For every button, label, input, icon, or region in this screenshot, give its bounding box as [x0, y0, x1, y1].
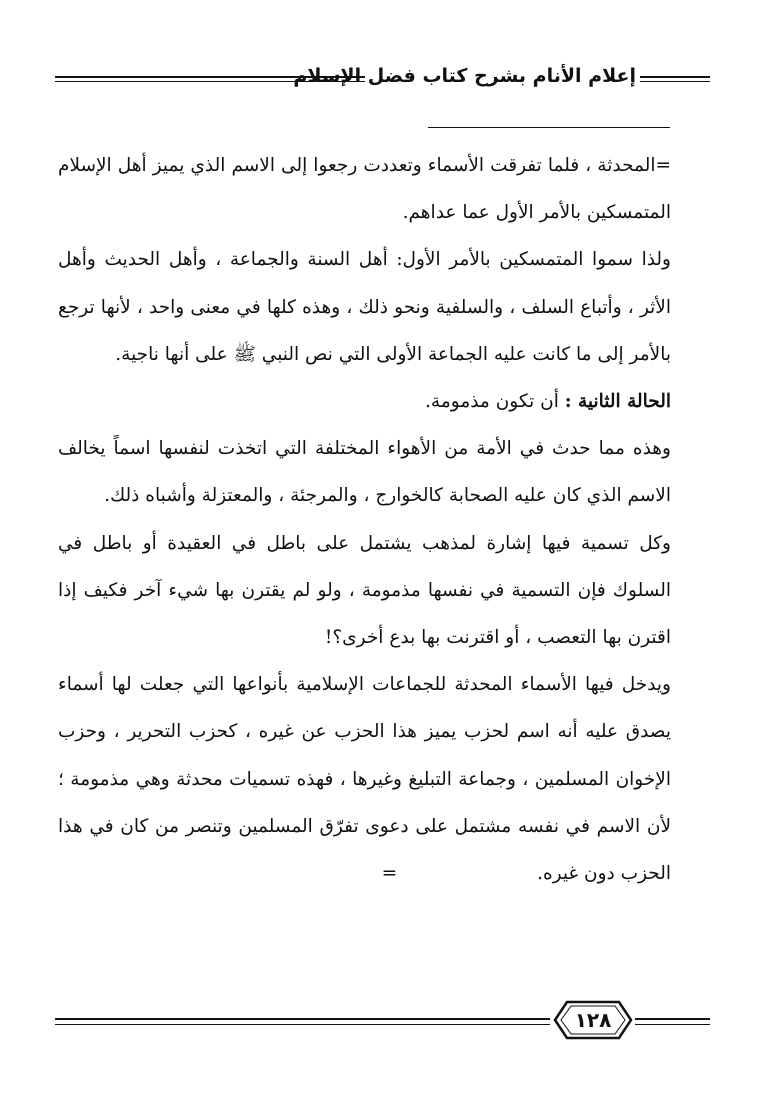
paragraph-6-text: ويدخل فيها الأسماء المحدثة للجماعات الإسلامية بأنواعها التي جعلت لها أسماء يصدق عليه أنه اسم لحزب يميز هذا الحزب عن غيره ، كحزب التحرير ، وحزب الإخوان المسلمين ، وجماعة التبليغ وغيرها ، فهذه تسميات محدثة وهي مذمومة ؛ لأن الاسم في نفسه مشتمل على دعوى تفرّق المسلمين وتنصر من كان في هذا الحزب دون غيره.	[58, 674, 671, 885]
running-title: إعلام الأنام بشرح كتاب فضل الإسلام	[293, 65, 636, 87]
footer-rule-right-thin	[635, 1024, 710, 1025]
continuation-mark: =	[381, 863, 398, 885]
header-rule-right	[640, 76, 710, 78]
paragraph-2: ولذا سموا المتمسكين بالأمر الأول: أهل السنة والجماعة ، وأهل الحديث وأهل الأثر ، وأتباع السلف ، والسلفية ونحو ذلك ، وهذه كلها في معنى واحد ، لأنها ترجع بالأمر إلى ما كانت عليه الجماعة الأولى التي نص النبي ﷺ على أنها ناجية.	[58, 249, 671, 365]
page-number: ١٢٨	[574, 1008, 612, 1032]
footer-rule-left	[55, 1018, 550, 1020]
paragraph-heading	[58, 378, 671, 425]
main-text	[58, 142, 671, 897]
footer-rule-left-thin	[55, 1024, 550, 1025]
header-rule-right-thin	[640, 81, 710, 82]
footnote-separator	[428, 127, 670, 128]
footer-rule-right	[635, 1018, 710, 1020]
paragraph-1: =المحدثة ، فلما تفرقت الأسماء وتعددت رجعوا إلى الاسم الذي يميز أهل الإسلام المتمسكين بالأمر الأول عما عداهم.	[58, 155, 671, 224]
paragraph-6	[58, 661, 671, 897]
page-number-badge	[553, 998, 633, 1042]
paragraph-5: وكل تسمية فيها إشارة لمذهب يشتمل على باطل في العقيدة أو باطل في السلوك فإن التسمية في نفسها مذمومة ، ولو لم يقترن بها شيء آخر فكيف إذا اقترن بها التعصب ، أو اقترنت بها بدع أخرى؟!	[58, 532, 671, 649]
section-heading-text: أن تكون مذمومة.	[425, 391, 565, 413]
paragraph-4: وهذه مما حدث في الأمة من الأهواء المختلفة التي اتخذت لنفسها اسماً يخالف الاسم الذي كان عليه الصحابة كالخوارج ، والمرجئة ، والمعتزلة وأشباه ذلك.	[58, 438, 671, 507]
section-heading-label: الحالة الثانية :	[564, 391, 671, 413]
